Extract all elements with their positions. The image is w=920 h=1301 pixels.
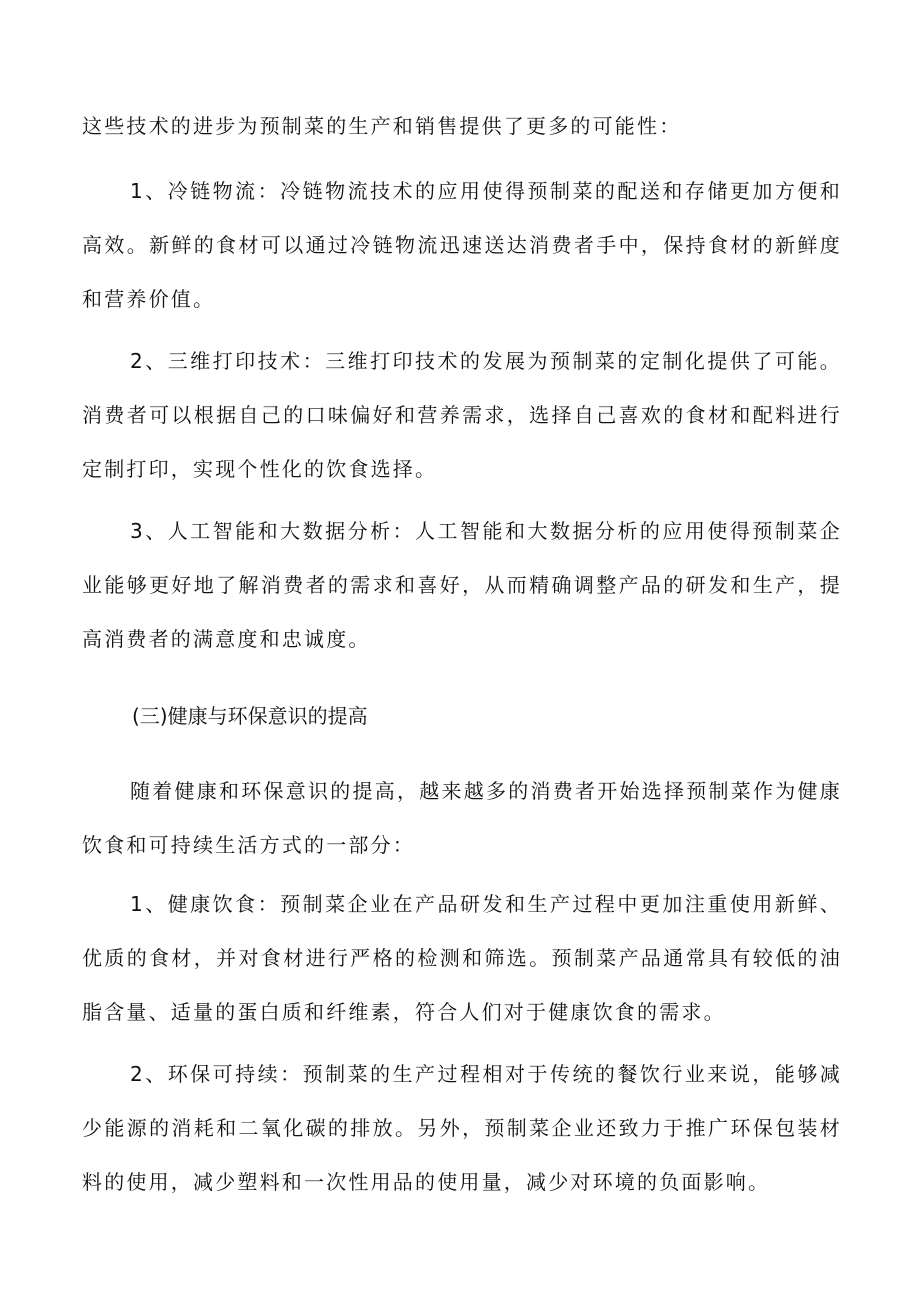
eco-sustainable-paragraph: 2、环保可持续：预制菜的生产过程相对于传统的餐饮行业来说，能够减少能源的消耗和二氧化碳的排放。另外，预制菜企业还致力于推广环保包装材料的使用，减少塑料和一次性用品的使用量，减少对环境的负面影响。: [82, 1062, 842, 1194]
cold-chain-paragraph: 1、冷链物流：冷链物流技术的应用使得预制菜的配送和存储更加方便和高效。新鲜的食材可以通过冷链物流迅速送达消费者手中，保持食材的新鲜度和营养价值。: [82, 179, 842, 311]
ai-bigdata-paragraph: 3、人工智能和大数据分析：人工智能和大数据分析的应用使得预制菜企业能够更好地了解消费者的需求和喜好，从而精确调整产品的研发和生产，提高消费者的满意度和忠诚度。: [82, 519, 842, 651]
intro-paragraph: 这些技术的进步为预制菜的生产和销售提供了更多的可能性：: [82, 114, 682, 138]
healthy-diet-paragraph: 1、健康饮食：预制菜企业在产品研发和生产过程中更加注重使用新鲜、优质的食材，并对食材进行严格的检测和筛选。预制菜产品通常具有较低的油脂含量、适量的蛋白质和纤维素，符合人们对于健康饮食的需求。: [82, 892, 842, 1024]
section-heading: (三)健康与环保意识的提高: [132, 704, 368, 728]
3d-printing-paragraph: 2、三维打印技术：三维打印技术的发展为预制菜的定制化提供了可能。消费者可以根据自己的口味偏好和营养需求，选择自己喜欢的食材和配料进行定制打印，实现个性化的饮食选择。: [82, 349, 842, 481]
health-environment-intro-paragraph: 随着健康和环保意识的提高，越来越多的消费者开始选择预制菜作为健康饮食和可持续生活方式的一部分：: [82, 779, 842, 857]
